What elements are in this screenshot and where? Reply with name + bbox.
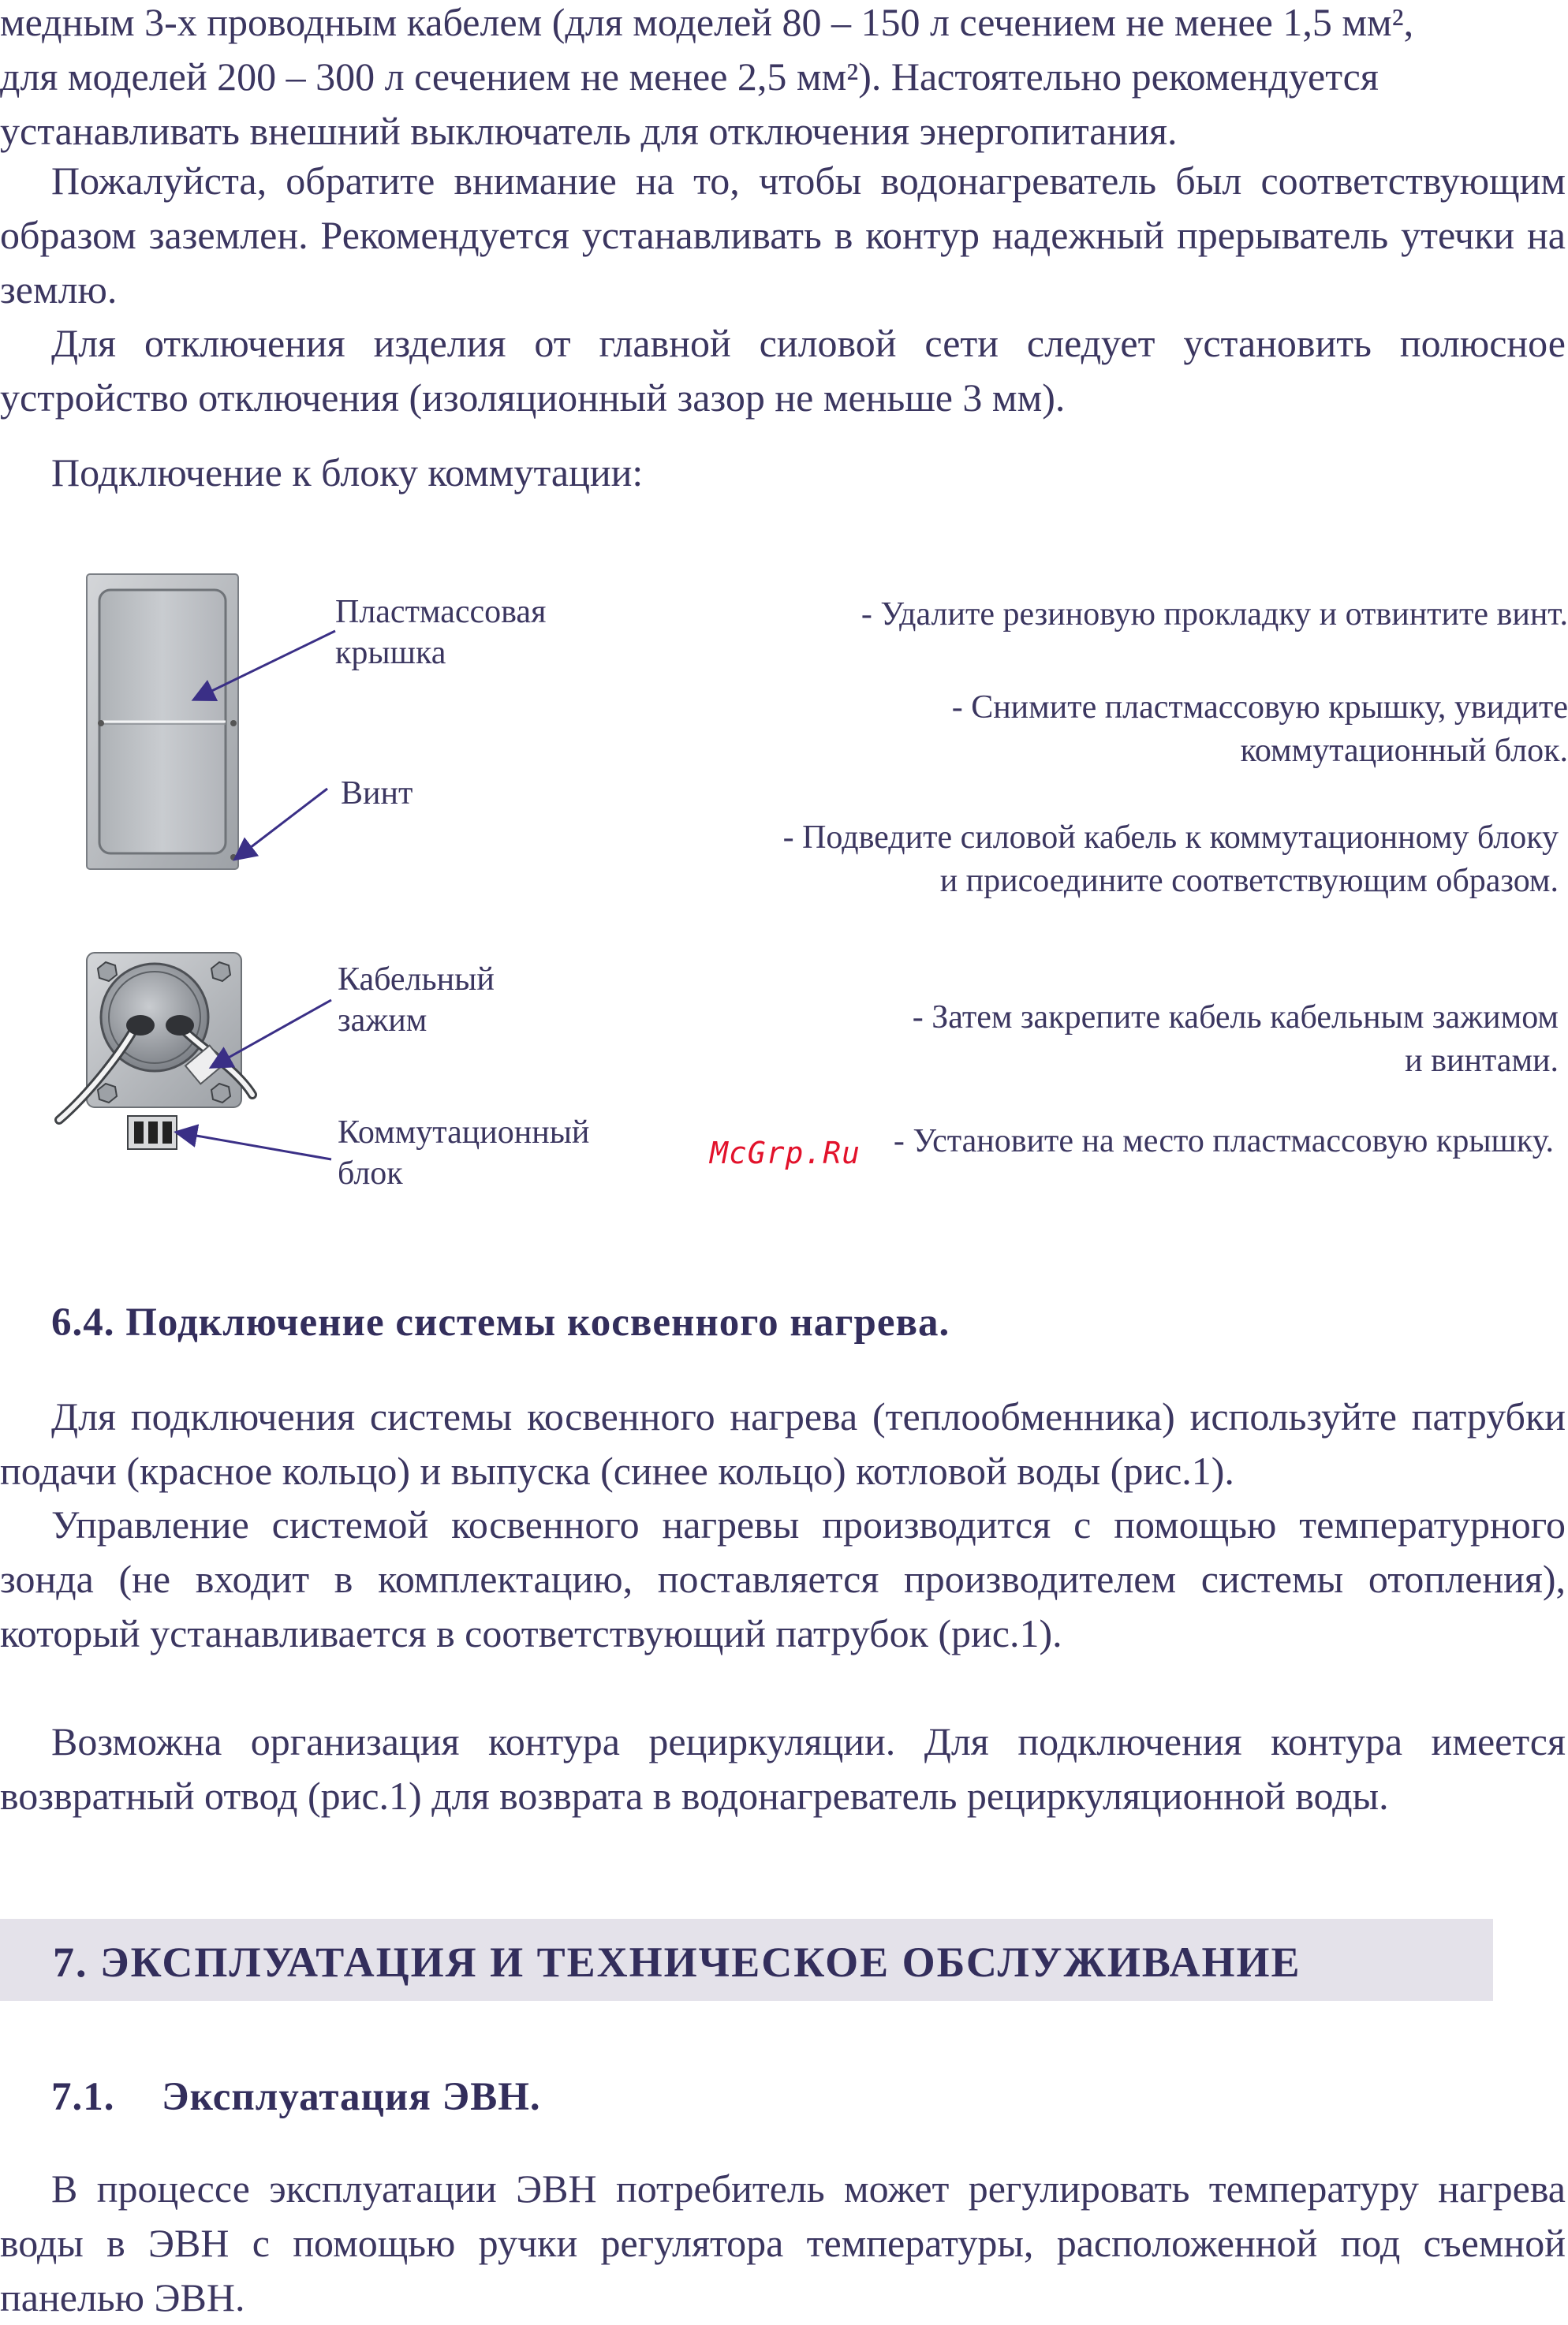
step-3: [783, 816, 1559, 903]
arrow-to-screw: [237, 789, 327, 858]
label-cable-clamp-line-1: Кабельный: [338, 961, 495, 998]
step-5-line-1: - Установите на место пластмассовую крышку.: [893, 1123, 1554, 1159]
step-4-line-2: и винтами.: [1405, 1043, 1559, 1079]
section-6-4-paragraph-2: Управление системой косвенного нагревы производится с помощью температурного зонда (не входит в комплектацию, поставляется производителем системы отопления), который устанавливается в соответствующий патрубок (рис.1).: [0, 1502, 1566, 1655]
cover-panel: [87, 574, 238, 869]
wiring-subheading: Подключение к блоку коммутации:: [51, 450, 644, 494]
intro-line-2: для моделей 200 – 300 л сечением не менее 2,5 мм²). Настоятельно рекомендуется: [0, 54, 1379, 99]
step-4-line-1: - Затем закрепите кабель кабельным зажимом: [912, 999, 1559, 1036]
section-6-4-heading: 6.4. Подключение системы косвенного нагрева.: [51, 1301, 950, 1345]
label-plastic-cover-line-1: Пластмассовая: [335, 594, 547, 630]
step-2-line-1: - Снимите пластмассовую крышку, увидите: [951, 689, 1568, 726]
section-6-4-paragraph-3: Возможна организация контура рециркуляции. Для подключения контура имеется возвратный отвод (рис.1) для возврата в водонагреватель рециркуляционной воды.: [0, 1719, 1566, 1818]
intro-paragraph-grounding: Пожалуйста, обратите внимание на то, чтобы водонагреватель был соответствующим образом заземлен. Рекомендуется устанавливать в контур надежный прерыватель утечки на землю.: [0, 159, 1566, 312]
section-7-heading: 7. ЭКСПЛУАТАЦИЯ И ТЕХНИЧЕСКОЕ ОБСЛУЖИВАНИЕ: [53, 1939, 1301, 1986]
section-7-1-title: Эксплуатация ЭВН.: [162, 2075, 541, 2119]
step-1-line-1: - Удалите резиновую прокладку и отвинтите винт.: [861, 596, 1568, 633]
label-screw: Винт: [341, 775, 413, 812]
section-7-1-number: 7.1.: [51, 2075, 115, 2119]
label-plastic-cover-line-2: крышка: [335, 635, 446, 671]
label-terminal-block-line-2: блок: [338, 1155, 403, 1192]
cover-screw-icon: [230, 854, 237, 860]
step-2: [952, 686, 1568, 773]
cover-screw-icon: [230, 720, 237, 726]
step-3-line-1: - Подведите силовой кабель к коммутационному блоку: [782, 819, 1559, 856]
watermark: McGrp.Ru: [710, 1136, 861, 1170]
section-7-1-paragraph: В процессе эксплуатации ЭВН потребитель может регулировать температуру нагрева воды в ЭВН с помощью ручки регулятора температуры, расположенной под съемной панелью ЭВН.: [0, 2166, 1566, 2319]
step-3-line-2: и присоедините соответствующим образом.: [939, 863, 1559, 899]
label-cable-clamp: [338, 959, 495, 1041]
section-7-band: [0, 1919, 1493, 2001]
terminal-assembly: [59, 953, 252, 1149]
label-terminal-block-line-1: Коммутационный: [338, 1114, 590, 1151]
cover-screw-icon: [98, 720, 104, 726]
intro-paragraph-disconnect: Для отключения изделия от главной силовой сети следует установить полюсное устройство отключения (изоляционный зазор не меньше 3 мм).: [0, 321, 1566, 420]
intro-line-3: устанавливать внешний выключатель для отключения энергопитания.: [0, 109, 1178, 153]
intro-line-1: медным 3-х проводным кабелем (для моделей 80 – 150 л сечением не менее 1,5 мм²,: [0, 0, 1414, 44]
arrow-to-terminal: [178, 1133, 331, 1159]
step-1: [861, 593, 1568, 636]
step-4: [913, 996, 1559, 1083]
step-5: [894, 1120, 1554, 1163]
intro-paragraph-1: [0, 0, 1566, 159]
label-terminal-block: [338, 1112, 589, 1194]
step-2-line-2: коммутационный блок.: [1240, 733, 1568, 769]
label-cable-clamp-line-2: зажим: [338, 1002, 427, 1039]
label-plastic-cover: [335, 592, 546, 674]
section-6-4-paragraph-1: Для подключения системы косвенного нагрева (теплообменника) используйте патрубки подачи (красное кольцо) и выпуска (синее кольцо) котловой воды (рис.1).: [0, 1394, 1566, 1493]
